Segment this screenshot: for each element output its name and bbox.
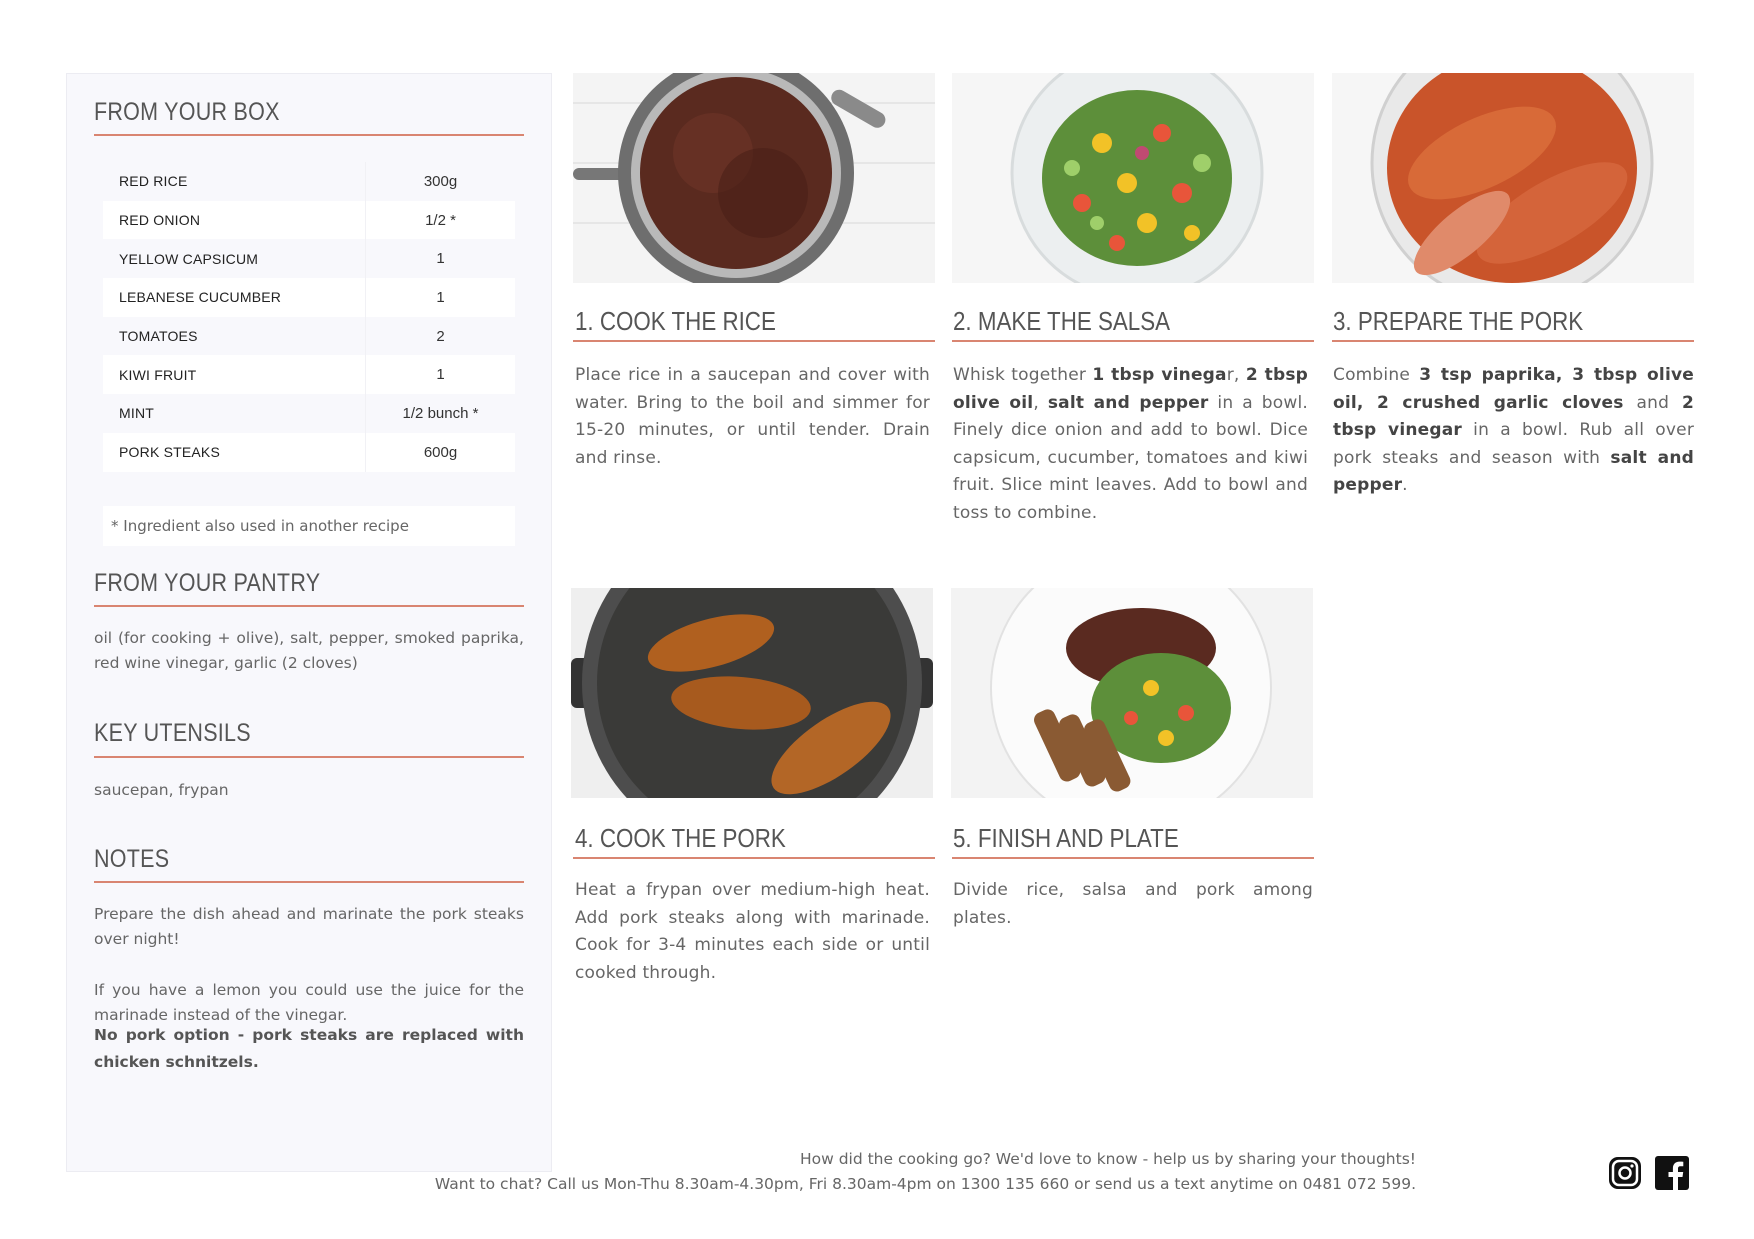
step-5-text	[953, 877, 1313, 932]
step-4-image	[571, 588, 933, 798]
step-2-text	[953, 362, 1308, 527]
step-2-image	[952, 73, 1314, 283]
utensils-list: saucepan, frypan	[94, 781, 229, 799]
step-text-segment: Whisk together	[953, 365, 1093, 385]
ingredient-qty: 300g	[365, 162, 515, 201]
step-divider	[952, 340, 1314, 342]
section-divider	[94, 756, 524, 758]
ingredient-name: LEBANESE CUCUMBER	[119, 289, 282, 306]
step-5-image	[951, 588, 1313, 798]
ingredient-footnote: * Ingredient also used in another recipe	[103, 506, 515, 546]
note-text: If you have a lemon you could use the juice for the marinade instead of the vinegar.	[94, 981, 524, 1024]
step-3-title: 3. PREPARE THE PORK	[1333, 306, 1584, 336]
ingredient-qty: 1	[365, 355, 515, 394]
step-1-title: 1. COOK THE RICE	[575, 306, 776, 336]
ingredient-name: RED ONION	[119, 212, 201, 229]
step-text-segment: ,	[1033, 392, 1048, 413]
instagram-icon[interactable]	[1607, 1155, 1643, 1191]
step-divider	[573, 857, 935, 859]
section-divider	[94, 605, 524, 607]
step-text-segment: in a bowl. Finely dice onion and add to bowl. Dice capsicum, cucumber, tomatoes and kiwi fruit. Slice mint leaves. Add to bowl and toss to combine.	[953, 392, 1308, 523]
step-text-bold: 2 tbsp olive oil	[953, 365, 1309, 413]
step-text-segment: Heat a frypan over medium-high heat. Add pork steaks along with marinade. Cook for 3-4 minutes each side or until cooked through.	[575, 880, 930, 983]
step-3-text	[1333, 362, 1694, 500]
from-your-pantry-title: FROM YOUR PANTRY	[94, 569, 321, 597]
ingredient-row	[103, 201, 515, 240]
ingredient-qty: 1	[365, 239, 515, 278]
ingredient-name: RED RICE	[119, 173, 188, 190]
note-text: Prepare the dish ahead and marinate the pork steaks over night!	[94, 905, 524, 948]
step-text-bold: salt and pepper	[1047, 392, 1209, 413]
step-text-segment: .	[1402, 475, 1408, 495]
ingredient-row	[103, 394, 515, 433]
step-divider	[573, 340, 935, 342]
step-text-segment: r,	[1226, 365, 1246, 385]
step-text-segment: and	[1623, 392, 1682, 413]
ingredient-qty: 1	[365, 278, 515, 317]
key-utensils-title: KEY UTENSILS	[94, 719, 251, 747]
notes-title: NOTES	[94, 845, 170, 873]
ingredient-qty: 1/2 bunch *	[365, 394, 515, 433]
ingredient-name: MINT	[119, 405, 155, 422]
step-text-segment: Place rice in a saucepan and cover with water. Bring to the boil and simmer for 15-20 minutes, or until tender. Drain and rinse.	[575, 365, 930, 468]
ingredients-sidebar	[66, 73, 552, 1172]
ingredient-name: YELLOW CAPSICUM	[119, 250, 259, 267]
ingredients-table	[103, 162, 515, 472]
step-text-segment: Divide rice, salsa and pork among plates.	[953, 880, 1313, 928]
step-2-title: 2. MAKE THE SALSA	[953, 306, 1171, 336]
facebook-icon[interactable]	[1654, 1155, 1690, 1191]
step-1-text	[575, 362, 930, 472]
step-4-title: 4. COOK THE PORK	[575, 823, 786, 853]
step-text-bold: 1 tbsp vinega	[1092, 365, 1227, 385]
step-1-image	[573, 73, 935, 283]
section-divider	[94, 134, 524, 136]
ingredient-row	[103, 355, 515, 394]
ingredient-row	[103, 433, 515, 472]
step-3-image	[1332, 73, 1694, 283]
ingredient-name: TOMATOES	[119, 328, 198, 345]
step-text-bold: salt and pepper	[1333, 447, 1694, 495]
step-text-bold: 2 tbsp vinegar	[1333, 392, 1694, 440]
ingredient-qty: 2	[365, 317, 515, 356]
step-text-bold: 3 tsp paprika, 3 tbsp olive oil, 2 crushed garlic cloves	[1333, 365, 1694, 413]
step-divider	[952, 857, 1314, 859]
contact-line: Want to chat? Call us Mon-Thu 8.30am-4.30pm, Fri 8.30am-4pm on 1300 135 660 or send us a text anytime on 0481 072 599.	[434, 1175, 1416, 1193]
step-4-text	[575, 877, 930, 987]
ingredient-row	[103, 278, 515, 317]
ingredient-row	[103, 317, 515, 356]
ingredient-qty: 1/2 *	[365, 201, 515, 240]
ingredient-name: KIWI FRUIT	[119, 366, 197, 383]
feedback-line: How did the cooking go? We'd love to know - help us by sharing your thoughts!	[799, 1150, 1416, 1168]
ingredient-row	[103, 162, 515, 201]
ingredient-row	[103, 239, 515, 278]
ingredient-name: PORK STEAKS	[119, 444, 221, 461]
from-your-box-title: FROM YOUR BOX	[94, 98, 280, 126]
step-text-segment: in a bowl. Rub all over pork steaks and season with	[1333, 420, 1695, 468]
step-divider	[1332, 340, 1694, 342]
note-text-bold: No pork option - pork steaks are replaced with chicken schnitzels.	[94, 1026, 524, 1071]
pantry-list: oil (for cooking + olive), salt, pepper, smoked paprika, red wine vinegar, garlic (2 cloves)	[94, 629, 524, 672]
ingredient-qty: 600g	[365, 433, 515, 472]
step-5-title: 5. FINISH AND PLATE	[953, 823, 1179, 853]
section-divider	[94, 881, 524, 883]
step-text-segment: Combine	[1333, 365, 1420, 385]
